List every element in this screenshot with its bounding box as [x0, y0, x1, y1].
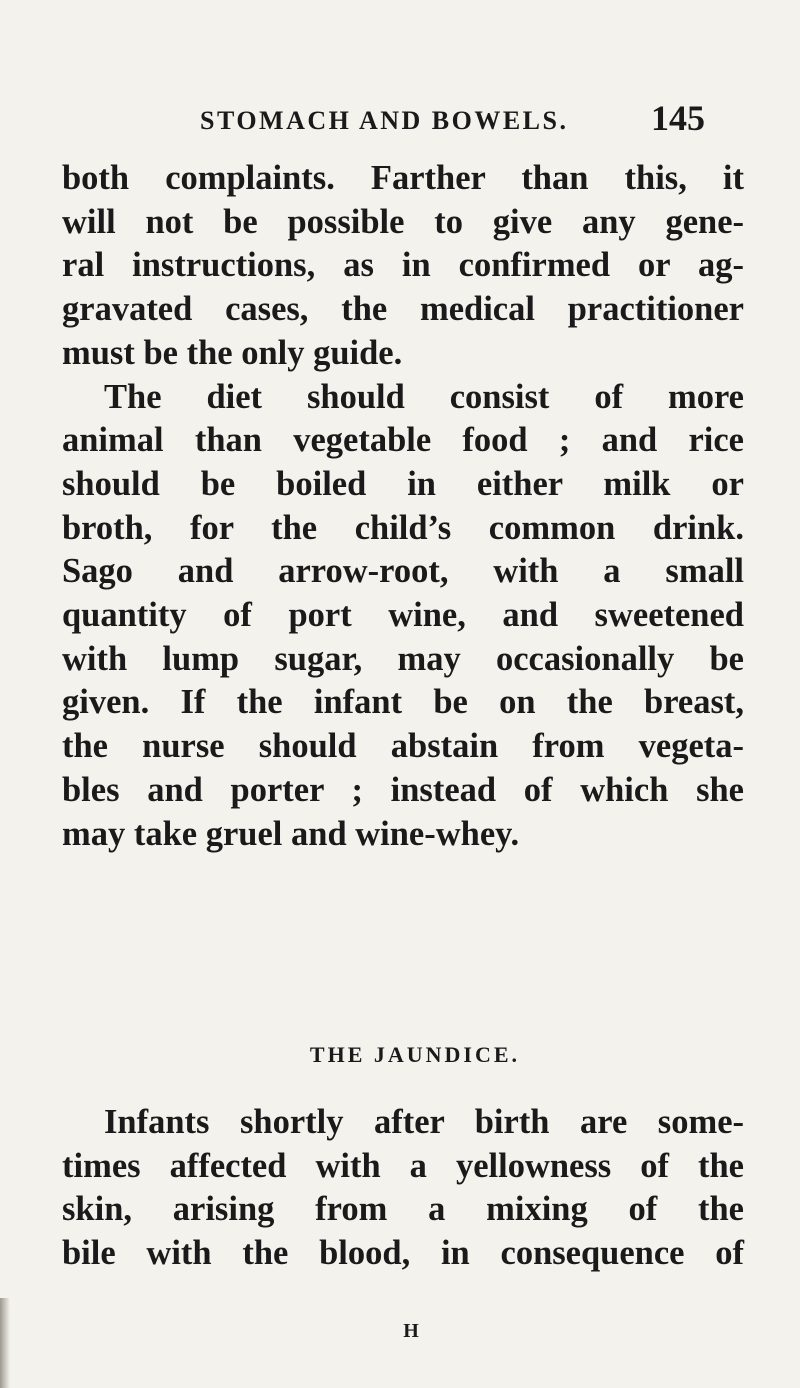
- section-heading: THE JAUNDICE.: [309, 1042, 521, 1067]
- text-line: Sago and arrow-root, with a small: [62, 552, 744, 591]
- text-line: given. If the infant be on the breast,: [62, 683, 744, 722]
- signature-mark: H: [403, 1320, 419, 1342]
- text-line: ral instructions, as in confirmed or ag-: [62, 246, 744, 285]
- text-line: bile with the blood, in consequence of: [62, 1234, 744, 1273]
- text-line: animal than vegetable food ; and rice: [62, 421, 744, 460]
- page-edge-shadow: [0, 1298, 10, 1388]
- text-line: times affected with a yellowness of the: [62, 1146, 744, 1185]
- page-number: 145: [651, 98, 705, 138]
- text-line: both complaints. Farther than this, it: [62, 159, 744, 197]
- text-line: The diet should consist of more: [104, 377, 744, 416]
- text-line: Infants shortly after birth are some-: [104, 1103, 744, 1141]
- text-line: quantity of port wine, and sweetened: [62, 596, 744, 635]
- text-line: should be boiled in either milk or: [62, 464, 744, 503]
- running-head: [200, 100, 705, 140]
- text-line: may take gruel and wine-whey.: [62, 814, 520, 853]
- text-line: bles and porter ; instead of which she: [62, 770, 744, 809]
- text-line: skin, arising from a mixing of the: [62, 1190, 744, 1229]
- paragraph-diet: [62, 376, 744, 857]
- text-line: the nurse should abstain from vegeta-: [62, 727, 744, 766]
- paragraph-jaundice: [62, 1101, 744, 1276]
- text-line: gravated cases, the medical practitioner: [62, 290, 744, 329]
- text-line: broth, for the child’s common drink.: [62, 508, 744, 547]
- text-line: with lump sugar, may occasionally be: [62, 639, 744, 678]
- text-line: will not be possible to give any gene-: [62, 202, 744, 241]
- running-title: STOMACH AND BOWELS.: [200, 106, 569, 135]
- text-line: must be the only guide.: [62, 333, 403, 372]
- paragraph-continuation: [62, 157, 744, 376]
